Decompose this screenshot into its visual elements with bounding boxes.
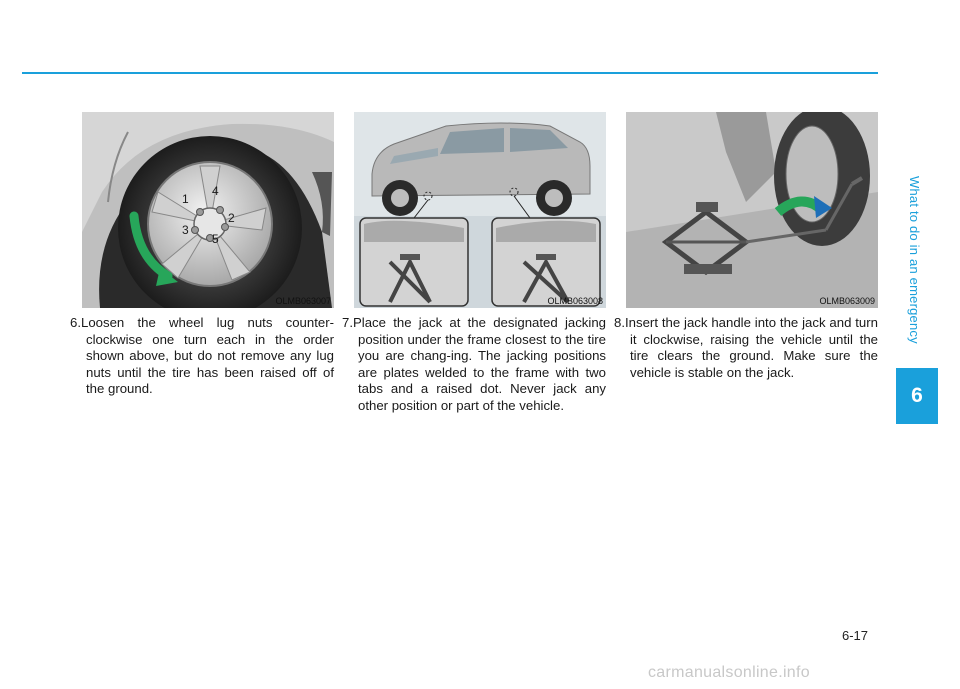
vehicle-jack-illustration: [354, 112, 606, 308]
lug-label-2: 2: [228, 211, 235, 225]
step-6-text: 6.Loosen the wheel lug nuts counter-clockwise one turn each in the order shown above, but do not remove any lug nuts until the tire has been raised off of the ground.: [70, 315, 334, 397]
lug-label-3: 3: [182, 223, 189, 237]
wheel-illustration: [82, 112, 334, 308]
jack-handle-illustration: [626, 112, 878, 308]
figure-code: OLMB063007: [275, 296, 331, 306]
figure-jack-handle: [626, 112, 878, 308]
figure-code: OLMB063009: [819, 296, 875, 306]
header-rule: [22, 72, 878, 74]
figure-jacking-positions: [354, 112, 606, 308]
step-7-text: 7.Place the jack at the designated jacking position under the frame closest to the tire you are chang-ing. The jacking positions are plates welded to the frame with two tabs and a raised dot. Never jack any other position or part of the vehicle.: [342, 315, 606, 413]
lug-label-1: 1: [182, 192, 189, 206]
chapter-title-vertical: What to do in an emergency: [907, 176, 922, 344]
page-number: 6-17: [842, 628, 869, 643]
step-8-text: 8.Insert the jack handle into the jack and turn it clockwise, raising the vehicle until the tire clears the ground. Make sure the vehicle is stable on the jack.: [614, 315, 878, 380]
watermark-text: carmanualsonline.info: [648, 664, 810, 681]
figure-code: OLMB063008: [547, 296, 603, 306]
lug-label-5: 5: [212, 232, 219, 246]
figure-wheel-lug-nuts: [82, 112, 334, 308]
lug-label-4: 4: [212, 184, 219, 198]
chapter-number-tab: 6: [896, 368, 938, 424]
